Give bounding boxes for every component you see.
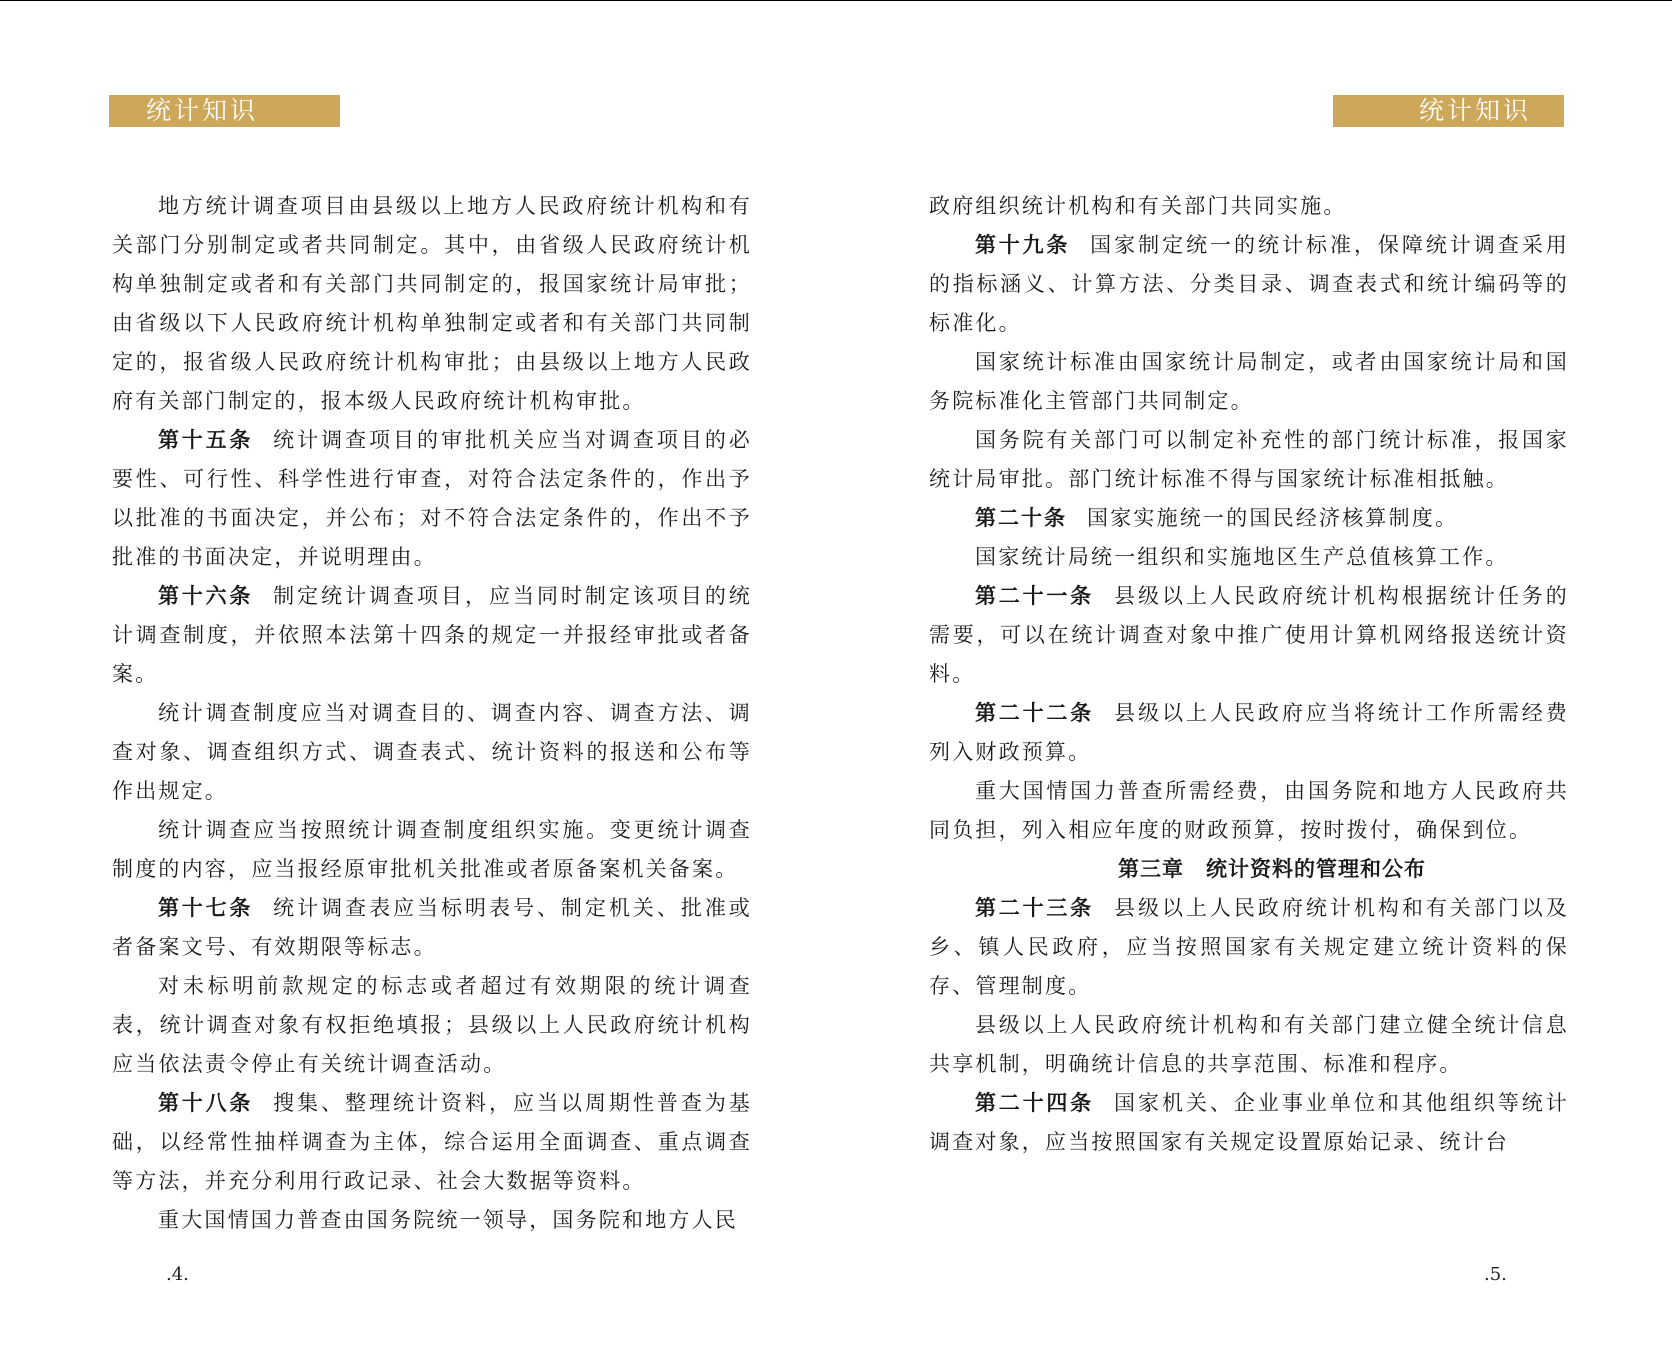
paragraph-text: 县级以上人民政府统计机构和有关部门以及乡、镇人民政府，应当按照国家有关规定建立统计资料的保存、管理制度。 (929, 896, 1570, 998)
article-number: 第十七条 (158, 896, 254, 920)
article-number: 第二十三条 (975, 896, 1094, 920)
paragraph-text: 县级以上人民政府应当将统计工作所需经费列入财政预算。 (929, 701, 1570, 764)
left-page-body (112, 187, 752, 1240)
paragraph-text: 统计调查表应当标明表号、制定机关、批准或者备案文号、有效期限等标志。 (112, 896, 753, 959)
article-number: 第十六条 (158, 584, 254, 608)
header-tag-left: 统计知识 (109, 95, 340, 127)
article-number: 第二十四条 (975, 1091, 1094, 1115)
paragraph-7 (112, 1084, 752, 1201)
paragraph-5 (929, 577, 1569, 694)
paragraph-5 (112, 889, 752, 967)
paragraph-text: 对未标明前款规定的标志或者超过有效期限的统计调查表，统计调查对象有权拒绝填报；县级以上人民政府统计机构应当依法责令停止有关统计调查活动。 (112, 974, 752, 1076)
paragraph-text: 国家统计局统一组织和实施地区生产总值核算工作。 (975, 545, 1509, 569)
paragraph-1 (929, 343, 1569, 421)
paragraph-text: 国家统计标准由国家统计局制定，或者由国家统计局和国务院标准化主管部门共同制定。 (929, 350, 1569, 413)
right-page-body (929, 187, 1569, 1162)
paragraph-8 (929, 889, 1569, 1006)
paragraph-7 (929, 772, 1569, 850)
article-number: 第二十条 (975, 506, 1067, 530)
paragraph-text: 重大国情国力普查所需经费，由国务院和地方人民政府共同负担，列入相应年度的财政预算，按时拨付，确保到位。 (929, 779, 1569, 842)
paragraph-3 (112, 694, 752, 811)
article-number: 第十八条 (158, 1091, 254, 1115)
page-number-right: .5. (1484, 1264, 1507, 1285)
paragraph-text: 县级以上人民政府统计机构根据统计任务的需要，可以在统计调查对象中推广使用计算机网络报送统计资料。 (929, 584, 1570, 686)
continuation-line: 政府组织统计机构和有关部门共同实施。 (929, 194, 1347, 218)
paragraph-4 (112, 811, 752, 889)
paragraph-10 (929, 1084, 1569, 1162)
paragraph-text: 国家机关、企业事业单位和其他组织等统计调查对象，应当按照国家有关规定设置原始记录、统计台 (929, 1091, 1570, 1154)
paragraph-text: 县级以上人民政府统计机构和有关部门建立健全统计信息共享机制，明确统计信息的共享范围、标准和程序。 (929, 1013, 1569, 1076)
paragraph-9 (929, 1006, 1569, 1084)
paragraph-text: 统计调查制度应当对调查目的、调查内容、调查方法、调查对象、调查组织方式、调查表式、统计资料的报送和公布等作出规定。 (112, 701, 752, 803)
paragraph-text: 统计调查项目的审批机关应当对调查项目的必要性、可行性、科学性进行审查，对符合法定条件的，作出予以批准的书面决定，并公布；对不符合法定条件的，作出不予批准的书面决定，并说明理由。 (112, 428, 753, 569)
top-rule (0, 0, 1672, 1)
chapter-heading: 第三章 统计资料的管理和公布 (1118, 857, 1426, 881)
paragraph-0 (929, 226, 1569, 343)
page-number-left: .4. (166, 1264, 189, 1285)
article-number: 第十九条 (975, 233, 1071, 257)
paragraph-text: 统计调查应当按照统计调查制度组织实施。变更统计调查制度的内容，应当报经原审批机关批准或者原备案机关备案。 (112, 818, 752, 881)
paragraph-0 (112, 187, 752, 421)
paragraph-6 (929, 694, 1569, 772)
article-number: 第二十二条 (975, 701, 1094, 725)
paragraph-4 (929, 538, 1569, 577)
paragraph-1 (112, 421, 752, 577)
paragraph-2 (112, 577, 752, 694)
paragraph-text: 国家实施统一的国民经济核算制度。 (1087, 506, 1459, 530)
paragraph-text: 国务院有关部门可以制定补充性的部门统计标准，报国家统计局审批。部门统计标准不得与国家统计标准相抵触。 (929, 428, 1569, 491)
article-number: 第十五条 (158, 428, 254, 452)
paragraph-8 (112, 1201, 752, 1240)
paragraph-6 (112, 967, 752, 1084)
header-tag-right: 统计知识 (1333, 95, 1564, 127)
paragraph-text: 制定统计调查项目，应当同时制定该项目的统计调查制度，并依照本法第十四条的规定一并报经审批或者备案。 (112, 584, 753, 686)
paragraph-2 (929, 421, 1569, 499)
paragraph-text: 地方统计调查项目由县级以上地方人民政府统计机构和有关部门分别制定或者共同制定。其中，由省级人民政府统计机构单独制定或者和有关部门共同制定的，报国家统计局审批；由省级以下人民政府统计机构单独制定或者和有关部门共同制定的，报省级人民政府统计机构审批；由县级以上地方人民政府有关部门制定的，报本级人民政府统计机构审批。 (112, 194, 752, 413)
article-number: 第二十一条 (975, 584, 1094, 608)
paragraph-text: 国家制定统一的统计标准，保障统计调查采用的指标涵义、计算方法、分类目录、调查表式和统计编码等的标准化。 (929, 233, 1570, 335)
paragraph-3 (929, 499, 1569, 538)
paragraph-text: 重大国情国力普查由国务院统一领导，国务院和地方人民 (158, 1208, 738, 1232)
paragraph-text: 搜集、整理统计资料，应当以周期性普查为基础，以经常性抽样调查为主体，综合运用全面调查、重点调查等方法，并充分利用行政记录、社会大数据等资料。 (112, 1091, 753, 1193)
